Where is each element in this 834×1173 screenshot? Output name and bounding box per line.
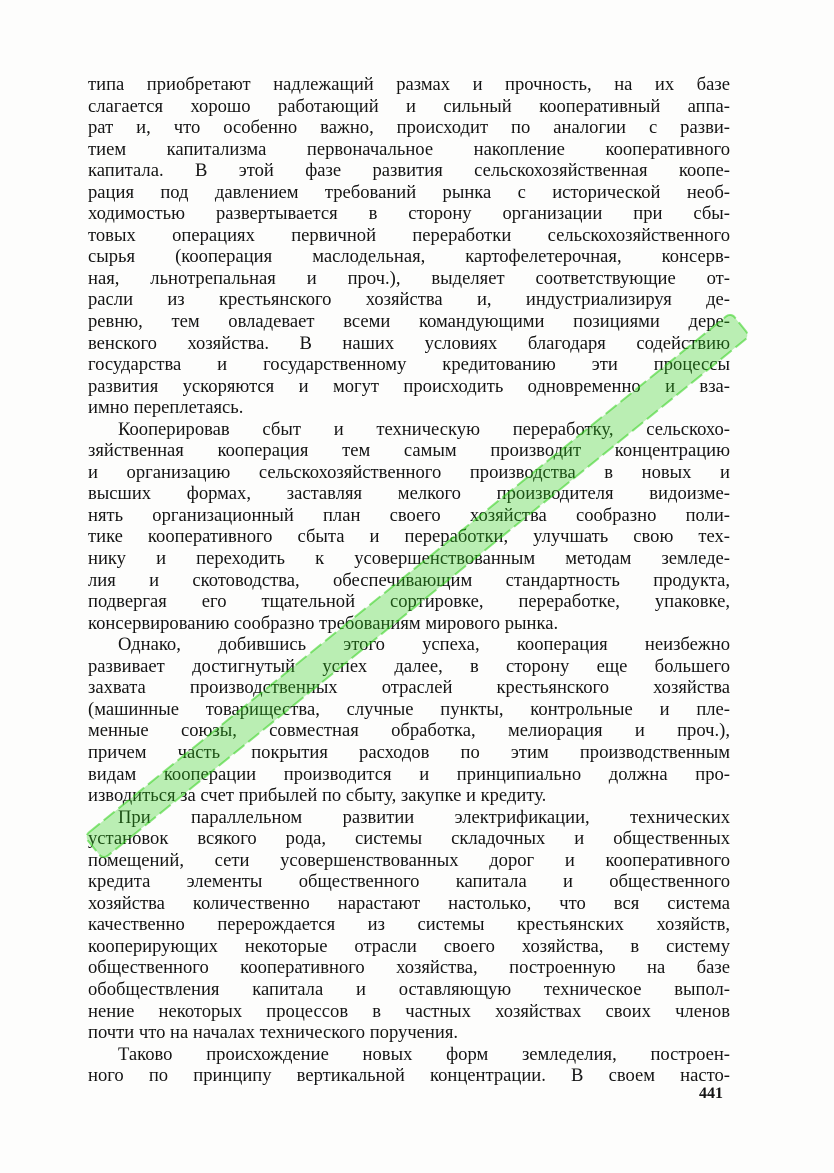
text-line: тием капитализма первоначальное накопление кооперативного — [88, 138, 730, 160]
text-line: кредита элементы общественного капитала и общественного — [88, 871, 730, 893]
text-line: капитала. В этой фазе развития сельскохозяйственная коопе- — [88, 160, 730, 182]
text-line: и организацию сельскохозяйственного производства в новых и — [88, 461, 730, 483]
text-line: консервированию сообразно требованиям мирового рынка. — [88, 612, 559, 634]
text-line: помещений, сети усовершенствованных дорог и кооперативного — [88, 849, 730, 871]
text-line: хозяйства количественно нарастают настолько, что вся система — [88, 892, 730, 914]
body-text — [88, 74, 730, 1087]
text-line: общественного кооперативного хозяйства, построенную на базе — [88, 957, 730, 979]
text-line: рация под давлением требований рынка с исторической необ- — [88, 181, 730, 203]
text-line: причем часть покрытия расходов по этим производственным — [88, 741, 730, 763]
text-line: расли из крестьянского хозяйства и, индустриализируя де- — [88, 289, 730, 311]
text-line: нение некоторых процессов в частных хозяйствах своих членов — [88, 1000, 730, 1022]
text-line: типа приобретают надлежащий размах и прочность, на их базе — [88, 74, 730, 95]
text-line: ходимостью развертывается в сторону организации при сбы- — [88, 203, 730, 225]
text-line: видам кооперации производится и принципиально должна про- — [88, 763, 730, 785]
text-line: Однако, добившись этого успеха, кооперация неизбежно — [118, 634, 730, 656]
text-line: нику и переходить к усовершенствованным методам земледе- — [88, 548, 730, 570]
text-line: нять организационный план своего хозяйства сообразно поли- — [88, 504, 730, 526]
page-number: 441 — [699, 1085, 723, 1102]
text-line: лия и скотоводства, обеспечивающим стандартность продукта, — [88, 569, 730, 591]
text-line: кооперирующих некоторые отрасли своего хозяйства, в систему — [88, 935, 730, 957]
text-line: имно переплетаясь. — [88, 397, 244, 419]
text-line: Кооперировав сбыт и техническую переработку, сельскохо- — [118, 418, 730, 440]
text-line: развития ускоряются и могут происходить одновременно и вза- — [88, 375, 730, 397]
text-line: ного по принципу вертикальной концентрации. В своем насто- — [88, 1065, 730, 1087]
text-line: установок всякого рода, системы складочных и общественных — [88, 828, 730, 850]
text-line: подвергая его тщательной сортировке, переработке, упаковке, — [88, 591, 730, 613]
text-line: слагается хорошо работающий и сильный кооперативный аппа- — [88, 95, 730, 117]
text-line: почти что на началах технического поручения. — [88, 1022, 459, 1044]
text-line: При параллельном развитии электрификации, технических — [118, 806, 730, 828]
text-line: зяйственная кооперация тем самым производит концентрацию — [88, 440, 730, 462]
text-line: обобществления капитала и оставляющую техническое выпол- — [88, 978, 730, 1000]
text-line: рат и, что особенно важно, происходит по аналогии с разви- — [88, 117, 730, 139]
text-line: высших формах, заставляя мелкого производителя видоизме- — [88, 483, 730, 505]
text-line: тике кооперативного сбыта и переработки, улучшать свою тех- — [88, 526, 730, 548]
text-line: изводиться за счет прибылей по сбыту, закупке и кредиту. — [88, 785, 547, 807]
text-line: (машинные товарищества, случные пункты, контрольные и пле- — [88, 698, 730, 720]
text-line: Таково происхождение новых форм земледелия, построен- — [118, 1043, 730, 1065]
text-line: сырья (кооперация маслодельная, картофелетерочная, консерв- — [88, 246, 730, 268]
text-line: государства и государственному кредитованию эти процессы — [88, 354, 730, 376]
text-line: венского хозяйства. В наших условиях благодаря содействию — [88, 332, 730, 354]
text-line: ная, льнотрепальная и проч.), выделяет соответствующие от- — [88, 267, 730, 289]
text-line: качественно перерождается из системы крестьянских хозяйств, — [88, 914, 730, 936]
text-line: ревню, тем овладевает всеми командующими позициями дере- — [88, 311, 730, 333]
text-line: развивает достигнутый успех далее, в сторону еще большего — [88, 655, 730, 677]
text-line: товых операциях первичной переработки сельскохозяйственного — [88, 224, 730, 246]
text-line: менные союзы, совместная обработка, мелиорация и проч.), — [88, 720, 730, 742]
text-line: захвата производственных отраслей крестьянского хозяйства — [88, 677, 730, 699]
